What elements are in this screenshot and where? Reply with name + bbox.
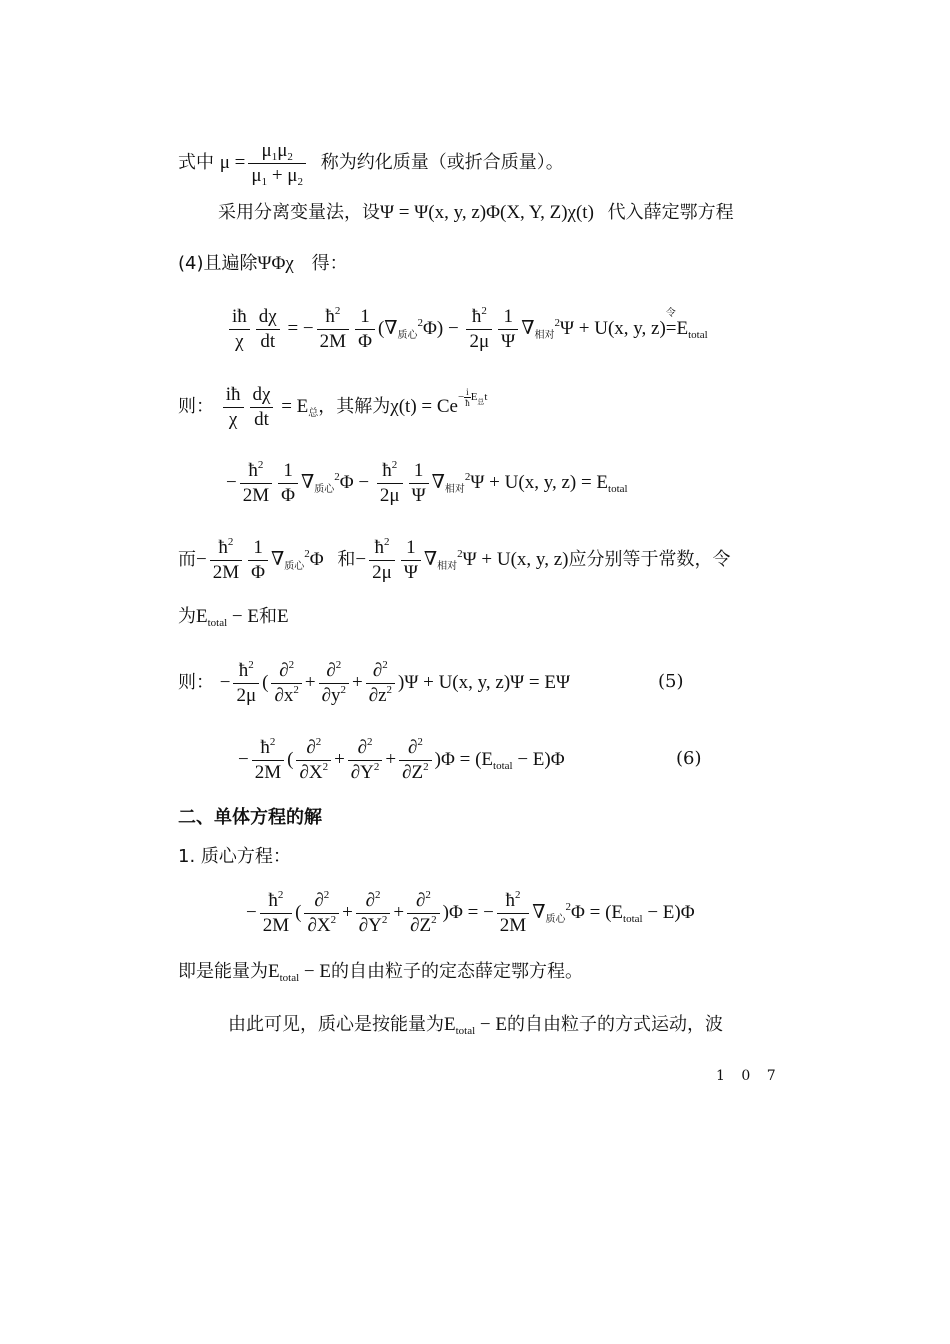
- equation-number-5: (5): [658, 671, 684, 692]
- center-of-mass-equation: − $\frac{ħ^2}{2M}$ ( $\frac{\partial^2}{\partial X^2}$ + $\frac{\partial^2}{\partial Y^2}$ + $\frac{\partial^2}{\partial Z^2}$ )$\Phi = (E_{total} - E)\Phi$: [238, 736, 565, 783]
- divide-line: (4)且遍除ΨΦχ 得：: [178, 253, 348, 274]
- subsection-heading: 1. 质心方程：: [178, 846, 291, 867]
- energy-split-line: 为$E_{total} - E$和E: [178, 606, 289, 629]
- relative-equation: 则： − $\frac{ħ^2}{2\mu}$ ( $\frac{\partial^2}{\partial x^2}$ + $\frac{\partial^2}{\partial y^2}$ + $\frac{\partial^2}{\partial z^2}$ )Ψ + U(x, y, z)Ψ = EΨ: [178, 659, 571, 706]
- reduced-mass-formula: μ = $\frac{\mu_1\mu_2}{\mu_1 + \mu_2}$: [220, 152, 309, 173]
- separation-formula: Ψ = Ψ(x, y, z)Φ(X, Y, Z)χ(t): [380, 202, 594, 223]
- separated-equation: $\frac{iħ}{\chi}$ $\frac{d\chi}{dt}$ = − $\frac{ħ^2}{2M}$ $\frac{1}{\Phi}$ $(\nabla_{质心}^2\Phi)$ − $\frac{ħ^2}{2\mu}$ $\frac{1}{\Psi}$ $\nabla_{相对}^2\Psi + U(x$, y, z)= 令 $E_{total}$: [226, 306, 708, 353]
- combined-equation: − $\frac{ħ^2}{2M}$ $\frac{1}{\Phi}$ $\nabla_{质心}^2\Phi$ − $\frac{ħ^2}{2\mu}$ $\frac{1}{\Psi}$ $\nabla_{相对}^2\Psi + U(x$, y, $z) = E_{total}$: [226, 459, 628, 506]
- separation-line: 采用分离变量法，设Ψ = Ψ(x, y, z)Φ(X, Y, Z)χ(t) 代入薛定鄂方程: [218, 202, 734, 223]
- equation-number-6: (6): [676, 748, 702, 769]
- constants-line: 而− $\frac{ħ^2}{2M}$ $\frac{1}{\Phi}$ $\nabla_{质心}^2\Phi$ 和− $\frac{ħ^2}{2\mu}$ $\frac{1}{\Psi}$ $\nabla_{相对}^2\Psi + U(x$, y, z)应分别等于常数，令: [178, 536, 731, 583]
- section-heading: 二、单体方程的解: [178, 807, 322, 828]
- conclusion-line: 由此可见，质心是按能量为$E_{total} - E$的自由粒子的方式运动，波: [228, 1014, 723, 1037]
- free-particle-equation: − $\frac{ħ^2}{2M}$ ( $\frac{\partial^2}{\partial X^2}$ + $\frac{\partial^2}{\partial Y^2}$ + $\frac{\partial^2}{\partial Z^2}$ )Φ = − $\frac{ħ^2}{2M}$ $\nabla_{质心}^2\Phi = (E_{total} - E)\Phi$: [246, 889, 695, 936]
- page-number: 1 0 7: [716, 1068, 782, 1084]
- free-particle-line: 即是能量为$E_{total} - E$的自由粒子的定态薛定鄂方程。: [178, 961, 583, 984]
- reduced-mass-line: 式中 μ = $\frac{\mu_1\mu_2}{\mu_1 + \mu_2}$ 称为约化质量（或折合质量）。: [178, 140, 564, 188]
- time-equation-line: 则： $\frac{iħ}{\chi}$ $\frac{d\chi}{dt}$ = $E_总$，其解为$\chi(t) = Ce^{- \frac{i}{ħ} E_总t}$: [178, 384, 488, 430]
